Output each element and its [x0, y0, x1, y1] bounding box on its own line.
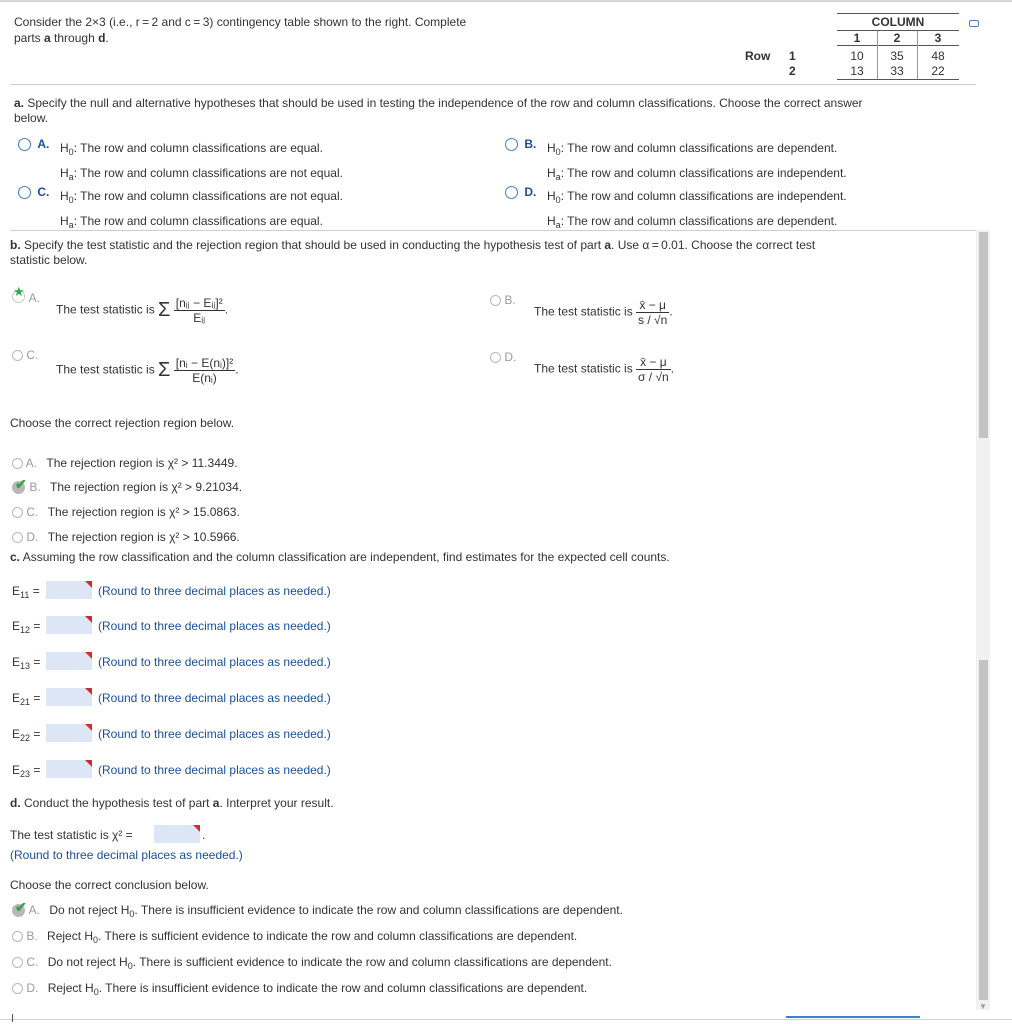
e12-round-note: (Round to three decimal places as needed.) — [98, 619, 331, 633]
radio-b-c[interactable] — [12, 350, 23, 361]
part-a-option-b-text: $H_0$: The row and column classifications are dependent. $H_a$: The row and column classifications are independent. — [547, 141, 847, 182]
e13-round-note: (Round to three decimal places as needed.) — [98, 655, 331, 669]
flag-icon — [193, 825, 200, 832]
e11-input[interactable] — [46, 581, 92, 599]
part-b-prompt: b. Specify the test statistic and the rejection region that should be used in conducting the hypothesis test of part a. Use α = 0.01. Choose the correct test statistic below. — [10, 238, 816, 267]
e22-input[interactable] — [46, 724, 92, 742]
scrollbar-thumb-upper[interactable] — [979, 232, 988, 438]
test-statistic-label: The test statistic is χ² = — [10, 828, 133, 842]
part-b-option-d-formula: The test statistic is $\frac{x̄ - \mu}{\sigma / √n}$ . — [534, 355, 675, 384]
flag-icon — [85, 581, 92, 588]
table-cell-r1c2: 35 — [890, 49, 904, 63]
part-a-option-a[interactable]: A. — [18, 137, 49, 151]
intro-line-2: parts a through d. — [14, 31, 109, 45]
part-a-option-a-text: $H_0$: The row and column classifications are equal. $H_a$: The row and column classifications are not equal. — [60, 141, 343, 182]
e21-round-note: (Round to three decimal places as needed.) — [98, 691, 331, 705]
radio-a-b[interactable] — [505, 138, 518, 151]
part-a-option-b[interactable]: B. — [505, 137, 536, 151]
scroll-down-arrow-icon[interactable]: ▼ — [979, 1002, 987, 1011]
table-cell-r2c2: 33 — [890, 64, 904, 78]
part-a-option-d-text: $H_0$: The row and column classifications are independent. $H_a$: The row and column classifications are dependent. — [547, 189, 847, 230]
formula-fraction: $\frac{x̄ - \mu}{\sigma / √n}$ — [638, 355, 669, 384]
table-cell-r1c1: 10 — [850, 49, 864, 63]
conclusion-option-a[interactable]: ✔ A. Do not reject $H_0$. There is insufficient evidence to indicate the row and column classifications are dependent. — [12, 903, 623, 919]
flag-icon — [85, 760, 92, 767]
radio-conc-b[interactable] — [12, 931, 23, 942]
table-cell-r2c3: 22 — [931, 64, 945, 78]
test-statistic-period: . — [202, 828, 206, 842]
e11-round-note: (Round to three decimal places as needed.) — [98, 584, 331, 598]
flag-icon — [85, 724, 92, 731]
row-label-1: 1 — [789, 49, 796, 63]
radio-conc-d[interactable] — [12, 983, 23, 994]
table-vrule-2 — [917, 31, 918, 79]
rejection-option-c[interactable]: C. The rejection region is χ² > 15.0863. — [12, 505, 240, 519]
test-statistic-round-note: (Round to three decimal places as needed.) — [10, 848, 243, 862]
radio-conc-c[interactable] — [12, 957, 23, 968]
formula-fraction: $\frac{\text{[nᵢⱼ − Eᵢⱼ]²}}{\text{Eᵢⱼ}}$ — [175, 296, 223, 325]
part-b-option-d[interactable]: D. — [490, 350, 516, 364]
e11-label: $E_{11}$ = — [12, 584, 40, 600]
e13-input[interactable] — [46, 652, 92, 670]
conclusion-option-b[interactable]: B. Reject $H_0$. There is sufficient evidence to indicate the row and column classifications are dependent. — [12, 929, 577, 945]
column-header: COLUMN — [871, 15, 925, 29]
part-c-prompt: c. Assuming the row classification and the column classification are independent, find estimates for the expected cell counts. — [10, 550, 670, 564]
col-label-1: 1 — [853, 31, 861, 45]
part-b-option-a-formula: The test statistic is Σ $\frac{\text{[nᵢⱼ − Eᵢⱼ]²}}{\text{Eᵢⱼ}}$ . — [56, 296, 229, 325]
table-vrule-1 — [877, 31, 878, 79]
bottom-tick — [12, 1014, 13, 1022]
part-b-option-b[interactable]: B. — [490, 293, 516, 307]
part-a-option-c[interactable]: C. — [18, 185, 49, 199]
rejection-prompt: Choose the correct rejection region below. — [10, 416, 235, 430]
radio-rej-c[interactable] — [12, 507, 23, 518]
correct-star-icon: ★ — [13, 284, 25, 299]
col-label-2: 2 — [893, 31, 901, 45]
e22-round-note: (Round to three decimal places as needed.) — [98, 727, 331, 741]
flag-icon — [85, 616, 92, 623]
e21-input[interactable] — [46, 688, 92, 706]
table-cell-r2c1: 13 — [850, 64, 864, 78]
part-b-option-c-formula: The test statistic is Σ $\frac{\text{[nᵢ − E(nᵢ)]²}}{\text{E(nᵢ)}}$ . — [56, 356, 239, 385]
e13-label: $E_{13}$ = — [12, 655, 41, 671]
divider-intro — [10, 84, 976, 85]
radio-rej-a[interactable] — [12, 458, 23, 469]
bottom-progress-line — [786, 1016, 920, 1018]
divider-part-b — [10, 230, 976, 231]
formula-fraction: $\frac{x̄ - \mu}{s / √n}$ — [638, 298, 668, 327]
scrollbar-thumb-lower[interactable] — [979, 660, 988, 1000]
part-b-option-b-formula: The test statistic is $\frac{x̄ - \mu}{s / √n}$ . — [534, 298, 673, 327]
conclusion-option-d[interactable]: D. Reject $H_0$. There is insufficient evidence to indicate the row and column classifications are dependent. — [12, 981, 587, 997]
table-cell-r1c3: 48 — [931, 49, 945, 63]
rejection-option-a[interactable]: A. The rejection region is χ² > 11.3449. — [12, 456, 238, 470]
radio-a-d[interactable] — [505, 186, 518, 199]
intro-line-1: Consider the 2×3 (i.e., r = 2 and c = 3) contingency table shown to the right. Complete — [14, 15, 467, 29]
row-label-2: 2 — [789, 64, 796, 78]
e23-round-note: (Round to three decimal places as needed.) — [98, 763, 331, 777]
conclusion-prompt: Choose the correct conclusion below. — [10, 878, 209, 892]
radio-b-d[interactable] — [490, 352, 501, 363]
part-b-option-c[interactable]: C. — [12, 348, 38, 362]
e23-label: $E_{23}$ = — [12, 763, 41, 779]
flag-icon — [85, 688, 92, 695]
correct-check-icon: ✔ — [15, 476, 27, 493]
flag-icon — [85, 652, 92, 659]
rejection-option-d[interactable]: D. The rejection region is χ² > 10.5966. — [12, 530, 240, 544]
part-d-prompt: d. Conduct the hypothesis test of part a. Interpret your result. — [10, 796, 334, 810]
table-top-rule — [837, 13, 959, 14]
part-b-option-a[interactable]: ★ A. — [13, 284, 41, 305]
expand-table-icon[interactable] — [969, 20, 979, 27]
top-border — [0, 0, 1012, 2]
part-a-option-c-text: $H_0$: The row and column classifications are not equal. $H_a$: The row and column classifications are equal. — [60, 189, 343, 230]
e23-input[interactable] — [46, 760, 92, 778]
radio-a-a[interactable] — [18, 138, 31, 151]
row-header: Row — [745, 49, 771, 63]
sigma-symbol: Σ — [158, 359, 171, 381]
bottom-border — [0, 1019, 1012, 1020]
correct-check-icon: ✔ — [15, 899, 27, 916]
part-a-option-d[interactable]: D. — [505, 185, 536, 199]
test-statistic-input[interactable] — [154, 825, 200, 843]
part-a-prompt: a. Specify the null and alternative hypotheses that should be used in testing the independence of the row and column classifications. Choose the correct answer below. — [14, 96, 863, 125]
intro-text — [14, 14, 466, 46]
e21-label: $E_{21}$ = — [12, 691, 41, 707]
conclusion-option-c[interactable]: C. Do not reject $H_0$. There is sufficient evidence to indicate the row and column classifications are dependent. — [12, 955, 612, 971]
rejection-option-b[interactable]: ✔ B. The rejection region is χ² > 9.21034. — [12, 480, 242, 494]
sigma-symbol: Σ — [158, 299, 171, 321]
e12-input[interactable] — [46, 616, 92, 634]
radio-a-c[interactable] — [18, 186, 31, 199]
table-bottom-rule — [837, 79, 959, 80]
formula-fraction: $\frac{\text{[nᵢ − E(nᵢ)]²}}{\text{E(nᵢ)}}$ — [175, 356, 234, 385]
col-label-3: 3 — [934, 31, 942, 45]
radio-rej-d[interactable] — [12, 532, 23, 543]
e22-label: $E_{22}$ = — [12, 727, 41, 743]
radio-b-b[interactable] — [490, 295, 501, 306]
e12-label: $E_{12}$ = — [12, 619, 41, 635]
table-sub-rule — [837, 45, 959, 46]
